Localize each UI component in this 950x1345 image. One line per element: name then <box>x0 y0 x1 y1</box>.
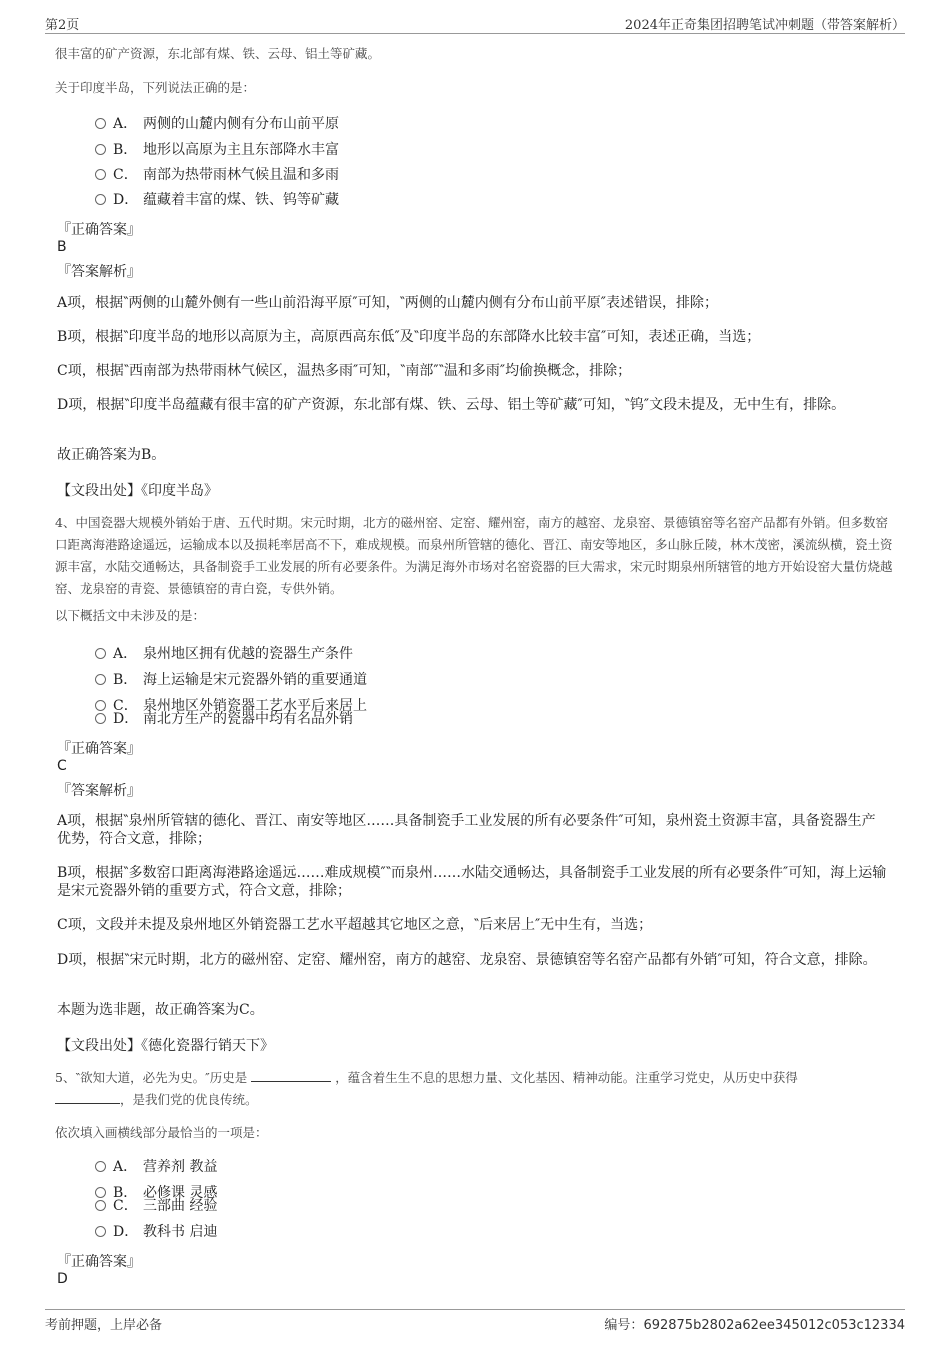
q5-option-a[interactable]: A． 营养剂 教益 <box>95 1157 217 1177</box>
radio-icon[interactable] <box>95 118 106 129</box>
fill-blank <box>251 1069 331 1082</box>
radio-icon[interactable] <box>95 713 106 724</box>
q5-option-d[interactable]: D． 教科书 启迪 <box>95 1222 217 1242</box>
footer-slogan: 考前押题，上岸必备 <box>45 1318 163 1333</box>
q4-analysis-c: C项，文段并未提及泉州地区外销瓷器工艺水平超越其它地区之意，‶后来居上″无中生有，当选； <box>57 917 653 933</box>
q4-analysis-d: D项，根据‶宋元时期，北方的磁州窑、定窑、耀州窑，南方的越窑、龙泉窑、景德镇窑等名窑产品都有外销″可知，符合文意，排除。 <box>57 952 877 968</box>
q3-answer-label: 『正确答案』 <box>57 222 141 238</box>
q4-option-c[interactable]: C． 泉州地区外销瓷器工艺水平后来居上 <box>95 696 367 716</box>
document-title: 2024年正奇集团招聘笔试冲刺题（带答案解析） <box>624 18 905 33</box>
q3-conclusion: 故正确答案为B。 <box>57 447 166 463</box>
q3-analysis-d: D项，根据‶印度半岛蕴藏有很丰富的矿产资源，东北部有煤、铁、云母、铝土等矿藏″可知，‶钨″文段未提及，无中生有，排除。 <box>57 397 846 413</box>
radio-icon[interactable] <box>95 1161 106 1172</box>
header-divider <box>45 33 905 34</box>
footer-divider <box>45 1309 905 1310</box>
radio-icon[interactable] <box>95 1226 106 1237</box>
q4-conclusion: 本题为选非题，故正确答案为C。 <box>57 1002 264 1018</box>
q5-question: 依次填入画横线部分最恰当的一项是： <box>55 1125 268 1140</box>
q4-source: 【文段出处】《德化瓷器行销天下》 <box>57 1038 274 1054</box>
radio-icon[interactable] <box>95 169 106 180</box>
q3-option-a[interactable]: A． 两侧的山麓内侧有分布山前平原 <box>95 114 339 134</box>
q5-option-b[interactable]: B． 必修课 灵感 <box>95 1183 217 1203</box>
q3-option-d[interactable]: D． 蕴藏着丰富的煤、铁、钨等矿藏 <box>95 190 339 210</box>
document-code: 编号：692875b2802a62ee345012c053c12334 <box>604 1318 905 1333</box>
q3-source: 【文段出处】《印度半岛》 <box>57 483 218 499</box>
q3-option-b[interactable]: B． 地形以高原为主且东部降水丰富 <box>95 140 339 160</box>
q4-answer-label: 『正确答案』 <box>57 741 141 757</box>
q4-option-b[interactable]: B． 海上运输是宋元瓷器外销的重要通道 <box>95 670 367 690</box>
q3-analysis-label: 『答案解析』 <box>57 264 141 280</box>
q4-passage: 4、中国瓷器大规模外销始于唐、五代时期。宋元时期，北方的磁州窑、定窑、耀州窑，南方的越窑、龙泉窑、景德镇窑等名窑产品都有外销。但多数窑口距离海港路途遥远，运输成本以及损耗率居高不下，难成规模。而泉州所管辖的德化、晋江、南安等地区，多山脉丘陵，林木茂密，溪流纵横，瓷土资源丰富，水陆交通畅达，具备制瓷手工业发展的所有必要条件。为满足海外市场对名窑瓷器的巨大需求，宋元时期泉州所辖管的地方开始设窑大量仿烧越窑、龙泉窑的青瓷、景德镇窑的青白瓷，专供外销。 <box>55 515 893 596</box>
radio-icon[interactable] <box>95 1200 106 1211</box>
q4-question: 以下概括文中未涉及的是： <box>55 608 206 623</box>
q3-analysis-a: A项，根据‶两侧的山麓外侧有一些山前沿海平原″可知，‶两侧的山麓内侧有分布山前平原″表述错误，排除； <box>57 295 719 311</box>
q4-option-d[interactable]: D． 南北方生产的瓷器中均有名品外销 <box>95 709 353 729</box>
q5-answer-label: 『正确答案』 <box>57 1254 141 1270</box>
radio-icon[interactable] <box>95 194 106 205</box>
q5-stem: 5、‶欲知大道，必先为史。″历史是 ，蕴含着生生不息的思想力量、文化基因、精神动能。注重学习党史，从历史中获得 ，是我们党的优良传统。 <box>55 1070 798 1107</box>
q3-question: 关于印度半岛，下列说法正确的是： <box>55 80 256 95</box>
radio-icon[interactable] <box>95 648 106 659</box>
q4-answer: C <box>57 758 67 774</box>
q3-analysis-b: B项，根据‶印度半岛的地形以高原为主，高原西高东低″及‶印度半岛的东部降水比较丰富″可知，表述正确，当选； <box>57 329 761 345</box>
q3-answer: B <box>57 239 67 255</box>
page-number: 第2页 <box>45 18 80 33</box>
q3-analysis-c: C项，根据‶西南部为热带雨林气候区，温热多雨″可知，‶南部″‶温和多雨″均偷换概念，排除； <box>57 363 632 379</box>
q5-option-c[interactable]: C． 三部曲 经验 <box>95 1196 217 1216</box>
q5-answer: D <box>57 1271 68 1287</box>
q4-analysis-a: A项，根据‶泉州所管辖的德化、晋江、南安等地区……具备制瓷手工业发展的所有必要条件″可知，泉州瓷土资源丰富，具备瓷器生产优势，符合文意，排除； <box>57 813 876 847</box>
q4-option-a[interactable]: A． 泉州地区拥有优越的瓷器生产条件 <box>95 644 353 664</box>
fill-blank <box>55 1091 120 1104</box>
q4-analysis-b: B项，根据‶多数窑口距离海港路途遥远……难成规模″‶而泉州……水陆交通畅达，具备制瓷手工业发展的所有必要条件″可知，海上运输是宋元瓷器外销的重要方式，符合文意，排除； <box>57 865 887 899</box>
q3-passage-tail: 很丰富的矿产资源，东北部有煤、铁、云母、铝土等矿藏。 <box>55 46 381 61</box>
radio-icon[interactable] <box>95 674 106 685</box>
radio-icon[interactable] <box>95 144 106 155</box>
q4-analysis-label: 『答案解析』 <box>57 783 141 799</box>
q3-option-c[interactable]: C． 南部为热带雨林气候且温和多雨 <box>95 165 339 185</box>
